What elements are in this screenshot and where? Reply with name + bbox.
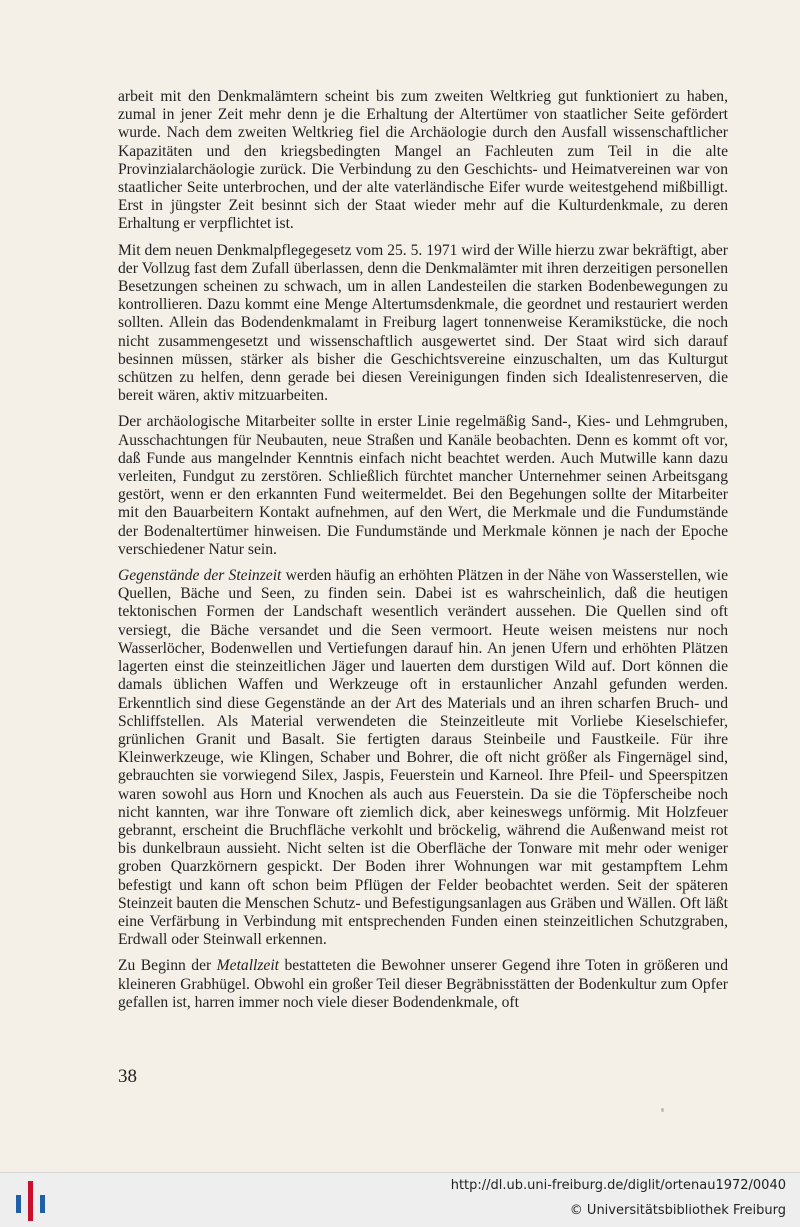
copyright-text: © Universitätsbibliothek Freiburg (569, 1203, 786, 1218)
logo-bar-left (16, 1195, 21, 1213)
section-heading-steinzeit: Gegenstände der Steinzeit (118, 567, 282, 585)
paragraph-1: arbeit mit den Denkmalämtern scheint bis zum zweiten Weltkrieg gut funktioniert zu haben, zumal in jener Zeit mehr denn je die Erhaltung der Altertümer von staatlicher Seite gefördert wurde. Nach dem zweiten Weltkrieg fiel die Archäologie durch den Ausfall wissenschaftlicher Kapazitäten und den kriegsbedingten Mangel an Fachleuten zum Teil in die alte Provinzialarchäologie zurück. Die Verbindung zu den Geschichts- und Heimatvereinen war von staatlicher Seite unterbrochen, und der alte vaterländische Eifer wurde weitestgehend mißbilligt. Erst in jüngster Zeit besinnt sich der Staat wieder mehr auf die Kulturdenkmale, zu deren Erhaltung er verpflichtet ist. (118, 88, 728, 233)
logo-bar-middle (28, 1181, 33, 1221)
paper-speck (661, 1108, 664, 1112)
paragraph-5-text: bestatteten die Bewohner unserer Gegend ihre Toten in größeren und kleineren Grabhügel. Obwohl ein großer Teil dieser Begräbnisstätten der Bodenkultur zum Opfer gefallen ist, harren immer noch viele dieser Bodendenkmale, oft (118, 957, 728, 1011)
footer-bar (0, 1172, 800, 1227)
paragraph-5 (118, 957, 728, 1012)
paragraph-2: Mit dem neuen Denkmalpflegegesetz vom 25. 5. 1971 wird der Wille hierzu zwar bekräftigt, aber der Vollzug fast dem Zufall überlassen, denn die Denkmalämter mit ihren derzeitigen personellen Besetzungen scheinen zu schwach, um in allen Landesteilen die starken Bodenbewegungen zu kontrollieren. Dazu kommt eine Menge Altertumsdenkmale, die geordnet und restauriert werden sollten. Allein das Bodendenkmalamt in Freiburg lagert tonnenweise Keramikstücke, die noch nicht zusammengesetzt und wissenschaftlich ausgewertet sind. Der Staat wird sich darauf besinnen müssen, stärker als bisher die Geschichtsvereine einzuschalten, um das Kulturgut schützen zu helfen, denn gerade bei diesen Vereinigungen finden sich Idealistenreserven, die bereit wären, aktiv mitzuarbeiten. (118, 241, 728, 405)
paragraph-5-lead: Zu Beginn der (118, 957, 217, 975)
logo-bar-right (40, 1195, 45, 1213)
source-url-link[interactable]: http://dl.ub.uni-freiburg.de/diglit/ortenau1972/0040 (450, 1178, 786, 1193)
paragraph-4-text: werden häufig an erhöhten Plätzen in der Nähe von Wasserstellen, wie Quellen, Bäche und Seen, zu finden sein. Dabei ist es wahrscheinlich, daß die heutigen tektonischen Formen der Landschaft wesentlich verändert aussehen. Die Quellen sind oft versiegt, die Bäche versandet und die Seen vermoort. Heute weisen meistens nur noch Wasserlöcher, Bodenwellen und Vertiefungen darauf hin. An jenen Ufern und erhöhten Plätzen lagerten einst die steinzeitlichen Jäger und lauerten dem durstigen Wild auf. Dort können die damals üblichen Waffen und Werkzeuge oft in erstaunlicher Anzahl gefunden werden. Erkenntlich sind diese Gegenstände an der Art des Materials und an ihren scharfen Bruch- und Schliffstellen. Als Material verwendeten die Steinzeitleute mit Vorliebe Kieselschiefer, grünlichen Granit und Basalt. Sie fertigten daraus Steinbeile und Faustkeile. Für ihre Kleinwerkzeuge, wie Klingen, Schaber und Bohrer, die oft nicht größer als Fingernägel sind, gebrauchten sie vorwiegend Silex, Jaspis, Feuerstein und Karneol. Ihre Pfeil- und Speerspitzen waren sowohl aus Horn und Knochen als auch aus Feuerstein. Da sie die Töpferscheibe noch nicht kannten, war ihre Tonware oft ziemlich dick, aber keineswegs unförmig. Mit Holzfeuer gebrannt, erscheint die Bruchfläche verkohlt und bröckelig, während die Außenwand meist rot bis dunkelbraun aussieht. Nicht selten ist die Oberfläche der Tonware mit mehr oder weniger groben Quarzkörnern gespickt. Der Boden ihrer Wohnungen war mit gestampftem Lehm befestigt und kann oft schon beim Pflügen der Felder beobachtet werden. Seit der späteren Steinzeit bauten die Menschen Schutz- und Befestigungsanlagen aus Gräben und Wällen. Oft läßt eine Verfärbung in Verbindung mit entsprechenden Funden einen steinzeitlichen Schutzgraben, Erdwall oder Steinwall erkennen. (118, 567, 728, 949)
page-number: 38 (118, 1066, 137, 1087)
body-text (118, 88, 728, 1020)
paragraph-4 (118, 567, 728, 949)
section-heading-metallzeit: Metallzeit (216, 957, 280, 975)
paragraph-3: Der archäologische Mitarbeiter sollte in erster Linie regelmäßig Sand-, Kies- und Lehmgruben, Ausschachtungen für Neubauten, neue Straßen und Kanäle beobachten. Denn es kommt oft vor, daß Funde aus mangelnder Kenntnis einfach nicht beachtet werden. Auch Mutwille kann dazu verleiten, Fundgut zu zerstören. Schließlich fürchtet mancher Unternehmer seinen Arbeitsgang gestört, wenn er den erkannten Fund weitermeldet. Bei den Begehungen sollte der Mitarbeiter mit den Bauarbeitern Kontakt aufnehmen, auf den Wert, die Merkmale und die Fundumstände der Bodenaltertümer hinweisen. Die Fundumstände und Merkmale können je nach der Epoche verschiedener Natur sein. (118, 413, 728, 558)
library-logo-icon (10, 1179, 52, 1223)
